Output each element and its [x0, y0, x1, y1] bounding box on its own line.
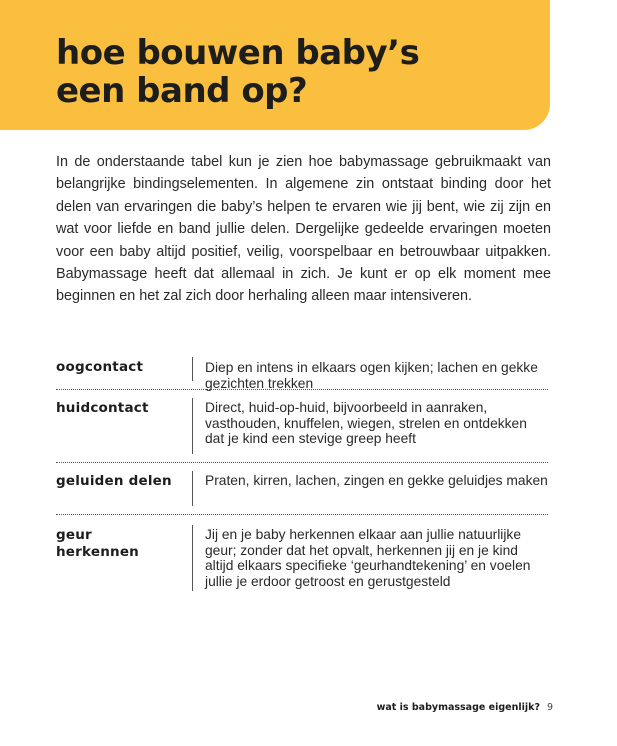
table-description: Jij en je baby herkennen elkaar aan jullie natuurlijke geur; zonder dat het opvalt, herkennen jij en je kind altijd elkaars specifieke ‘geurhandtekening’ en voelen jullie je erdoor getroost en gerustgesteld — [192, 525, 548, 591]
table-row — [56, 515, 548, 599]
table-term: oogcontact — [56, 359, 144, 375]
table-description: Direct, huid-op-huid, bijvoorbeeld in aanraken, vasthouden, knuffelen, wiegen, strelen en ontdekken dat je kind een stevige greep heeft — [192, 398, 548, 454]
intro-paragraph: In de onderstaande tabel kun je zien hoe babymassage gebruikmaakt van belangrijke bindingselementen. In algemene zin ontstaat binding door het delen van ervaringen die baby’s helpen te ervaren wie jij bent, wie zij zijn en wat voor liefde en band jullie delen. Dergelijke gedeelde ervaringen moeten voor een baby altijd positief, veilig, voorspelbaar en betrouwbaar uitpakken. Babymassage heeft dat allemaal in zich. Je kunt er op elk moment mee beginnen en het zal zich door herhaling alleen maar intensiveren. — [56, 154, 551, 305]
page-number: 9 — [546, 702, 553, 713]
table-term: geur herkennen — [56, 527, 139, 560]
page-title-line-2: een band op? — [56, 71, 308, 111]
table-description: Diep en intens in elkaars ogen kijken; lachen en gekke gezichten trekken — [192, 357, 548, 381]
bonding-table — [56, 353, 548, 599]
table-row — [56, 463, 548, 515]
running-title: wat is babymassage eigenlijk? — [376, 702, 540, 713]
table-term: huidcontact — [56, 400, 149, 416]
page-title-line-1: hoe bouwen baby’s — [56, 33, 420, 73]
page-title — [56, 34, 526, 110]
table-description: Praten, kirren, lachen, zingen en gekke geluidjes maken — [192, 471, 548, 506]
table-row — [56, 353, 548, 390]
table-term: geluiden delen — [56, 473, 172, 489]
page-footer — [377, 702, 553, 713]
table-row — [56, 390, 548, 463]
